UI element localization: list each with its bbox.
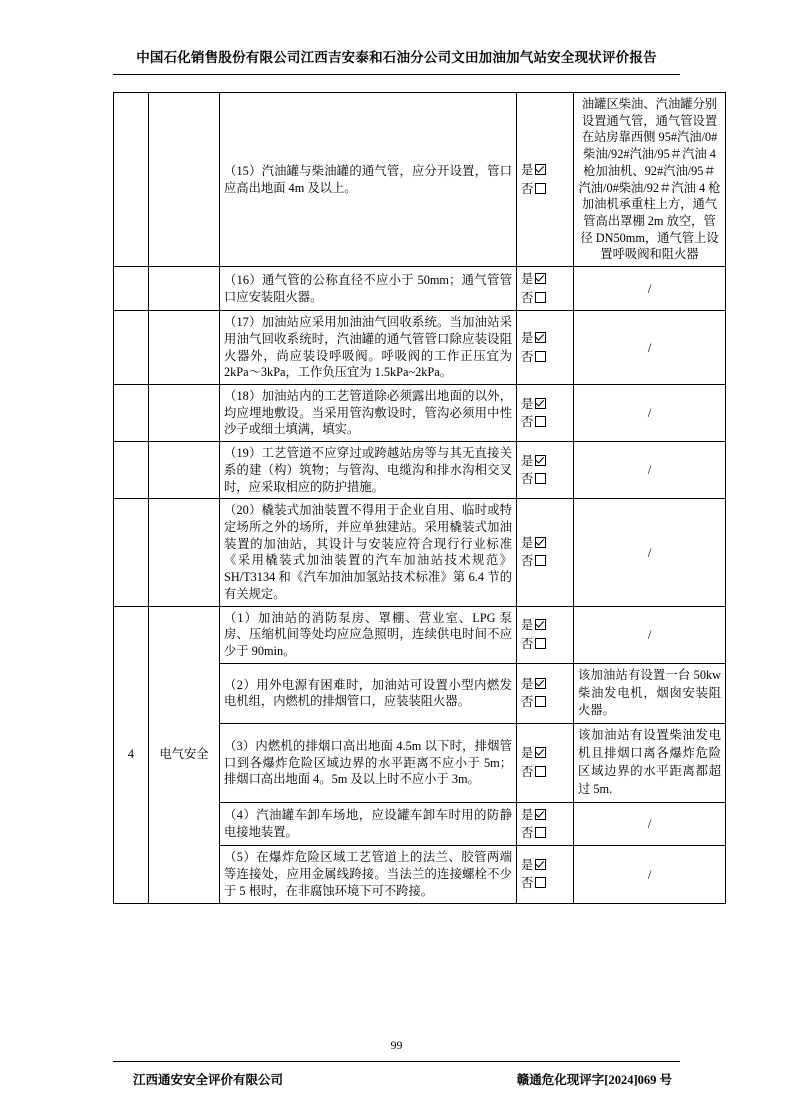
answer-yes-label: 是 (521, 272, 534, 287)
checkbox-no-icon[interactable] (535, 351, 546, 362)
row-note: / (574, 442, 726, 499)
answer-no-label: 否 (521, 876, 534, 891)
answer-no[interactable] (521, 289, 569, 307)
page-number: 99 (390, 1038, 403, 1052)
row-note: 油罐区柴油、汽油罐分别设置通气管，通气管设置在站房靠西侧 95#汽油/0#柴油/92#汽油/95＃汽油 4 枪加油机、92#汽油/95＃汽油/0#柴油/92＃汽油 4 枪加油机承重柱上方，通气管高出罩棚 2m 放空，管径 DN50mm，通气管上设置呼吸阀和阻火器 (574, 93, 726, 267)
footer-doc-number: 赣通危化现评字[2024]069 号 (516, 1073, 672, 1087)
answer-yes[interactable] (521, 675, 569, 693)
row-note: / (574, 802, 726, 846)
row-note: / (574, 311, 726, 385)
checkbox-yes-icon[interactable] (535, 619, 546, 630)
answer-yes-label: 是 (521, 618, 534, 633)
answer-no[interactable] (521, 874, 569, 892)
answer-no-label: 否 (521, 695, 534, 710)
answer-yes[interactable] (521, 616, 569, 634)
answer-yes-label: 是 (521, 453, 534, 468)
checkbox-no-icon[interactable] (535, 696, 546, 707)
checkbox-yes-icon[interactable] (535, 678, 546, 689)
row-number: 4 (114, 606, 149, 903)
answer-no-label: 否 (521, 349, 534, 364)
answer-no-label: 否 (521, 636, 534, 651)
row-note: 该加油站有设置一台 50kw 柴油发电机，烟囱安装阻火器。 (574, 663, 726, 723)
table-row (114, 93, 726, 267)
answer-no[interactable] (521, 348, 569, 366)
checkbox-yes-icon[interactable] (535, 809, 546, 820)
checkbox-yes-icon[interactable] (535, 273, 546, 284)
footer-divider (113, 1061, 680, 1062)
row-item-text: （20）橇装式加油装置不得用于企业自用、临时或特定场所之外的场所，并应单独建站。采用橇装式加油装置的加油站，其设计与安装应符合现行行业标准《采用橇装式加油装置的汽车加油站技术规范》SH/T3134 和《汽车加油加氢站技术标准》第 6.4 节的有关规定。 (220, 499, 517, 606)
row-note: / (574, 499, 726, 606)
table-row (114, 499, 726, 606)
row-item-text: （3）内燃机的排烟口高出地面 4.5m 以下时，排烟管口到各爆炸危险区域边界的水平距离不应小于 5m；排烟口高出地面 4。5m 及以上时不应小于 3m。 (220, 724, 517, 802)
answer-yes[interactable] (521, 329, 569, 347)
row-category (149, 499, 220, 606)
page-header: 中国石化销售股份有限公司江西吉安泰和石油分公司文田加油加气站安全现状评价报告 (136, 50, 657, 65)
answer-no[interactable] (521, 693, 569, 711)
answer-yes[interactable] (521, 534, 569, 552)
answer-no-label: 否 (521, 825, 534, 840)
checkbox-yes-icon[interactable] (535, 859, 546, 870)
answer-yes-label: 是 (521, 858, 534, 873)
row-item-text: （16）通气管的公称直径不应小于 50mm；通气管管口应安装阻火器。 (220, 267, 517, 311)
answer-yes[interactable] (521, 395, 569, 413)
row-category (149, 267, 220, 311)
footer-company: 江西通安安全评价有限公司 (133, 1073, 284, 1087)
row-note: / (574, 846, 726, 903)
answer-yes-label: 是 (521, 746, 534, 761)
row-item-text: （5）在爆炸危险区域工艺管道上的法兰、胶管两端等连接处，应用金属线跨接。当法兰的连接螺栓不少于 5 根时，在非腐蚀环境下可不跨接。 (220, 846, 517, 903)
checkbox-no-icon[interactable] (535, 827, 546, 838)
row-category (149, 442, 220, 499)
answer-yes[interactable] (521, 744, 569, 762)
answer-no[interactable] (521, 470, 569, 488)
row-item-text: （18）加油站内的工艺管道除必须露出地面的以外，均应埋地敷设。当采用管沟敷设时，管沟必须用中性沙子或细土填满，填实。 (220, 384, 517, 441)
answer-yes[interactable] (521, 806, 569, 824)
checkbox-no-icon[interactable] (535, 877, 546, 888)
answer-no-label: 否 (521, 764, 534, 779)
row-category (149, 93, 220, 267)
checkbox-yes-icon[interactable] (535, 747, 546, 758)
checkbox-no-icon[interactable] (535, 416, 546, 427)
checkbox-no-icon[interactable] (535, 555, 546, 566)
row-number (114, 499, 149, 606)
row-answer[interactable] (517, 267, 574, 311)
answer-no-label: 否 (521, 181, 534, 196)
answer-no[interactable] (521, 413, 569, 431)
row-item-text: （17）加油站应采用加油油气回收系统。当加油站采用油气回收系统时，汽油罐的通气管管口除应装设阻火器外，尚应装设呼吸阀。呼吸阀的工作正压宜为 2kPa～3kPa，工作负压宜为 1.5kPa~2kPa。 (220, 311, 517, 385)
row-item-text: （15）汽油罐与柴油罐的通气管，应分开设置，管口应高出地面 4m 及以上。 (220, 93, 517, 267)
row-note: / (574, 384, 726, 441)
answer-no-label: 否 (521, 472, 534, 487)
answer-yes-label: 是 (521, 807, 534, 822)
row-answer[interactable] (517, 846, 574, 903)
answer-yes[interactable] (521, 161, 569, 179)
row-answer[interactable] (517, 606, 574, 663)
answer-yes-label: 是 (521, 331, 534, 346)
row-item-text: （1）加油站的消防泵房、罩棚、营业室、LPG 泵房、压缩机间等处均应应急照明，连续供电时间不应少于 90min。 (220, 606, 517, 663)
answer-yes-label: 是 (521, 677, 534, 692)
row-item-text: （2）用外电源有困难时，加油站可设置小型内燃发电机组，内燃机的排烟管口，应装装阻火器。 (220, 663, 517, 723)
row-category (149, 384, 220, 441)
row-answer[interactable] (517, 724, 574, 802)
row-category: 电气安全 (149, 606, 220, 903)
checkbox-yes-icon[interactable] (535, 164, 546, 175)
answer-no[interactable] (521, 180, 569, 198)
checkbox-yes-icon[interactable] (535, 332, 546, 343)
answer-no[interactable] (521, 635, 569, 653)
answer-no[interactable] (521, 824, 569, 842)
table-row (114, 442, 726, 499)
row-answer[interactable] (517, 663, 574, 723)
checkbox-no-icon[interactable] (535, 292, 546, 303)
checkbox-no-icon[interactable] (535, 638, 546, 649)
row-answer[interactable] (517, 802, 574, 846)
checkbox-no-icon[interactable] (535, 766, 546, 777)
answer-yes-label: 是 (521, 163, 534, 178)
answer-no-label: 否 (521, 290, 534, 305)
answer-no[interactable] (521, 763, 569, 781)
answer-yes[interactable] (521, 856, 569, 874)
answer-yes[interactable] (521, 452, 569, 470)
row-answer[interactable] (517, 93, 574, 267)
row-note: / (574, 606, 726, 663)
checkbox-yes-icon[interactable] (535, 398, 546, 409)
table-row (114, 311, 726, 385)
checkbox-yes-icon[interactable] (535, 537, 546, 548)
row-note: / (574, 267, 726, 311)
answer-yes-label: 是 (521, 535, 534, 550)
row-number (114, 93, 149, 267)
row-answer[interactable] (517, 499, 574, 606)
row-item-text: （19）工艺管道不应穿过或跨越站房等与其无直接关系的建（构）筑物；与管沟、电缆沟和排水沟相交叉时，应采取相应的防护措施。 (220, 442, 517, 499)
row-number (114, 267, 149, 311)
checkbox-no-icon[interactable] (535, 183, 546, 194)
row-number (114, 384, 149, 441)
checklist-table (113, 92, 726, 904)
table-row (114, 267, 726, 311)
row-number (114, 311, 149, 385)
checkbox-yes-icon[interactable] (535, 455, 546, 466)
answer-no-label: 否 (521, 554, 534, 569)
row-note: 该加油站有设置柴油发电机且排烟口离各爆炸危险区域边界的水平距离都超过 5m. (574, 724, 726, 802)
table-row (114, 384, 726, 441)
row-number (114, 442, 149, 499)
row-answer[interactable] (517, 384, 574, 441)
row-answer[interactable] (517, 442, 574, 499)
table-row (114, 606, 726, 663)
answer-yes-label: 是 (521, 396, 534, 411)
checkbox-no-icon[interactable] (535, 473, 546, 484)
row-category (149, 311, 220, 385)
table-body (114, 93, 726, 904)
row-answer[interactable] (517, 311, 574, 385)
answer-no[interactable] (521, 552, 569, 570)
answer-no-label: 否 (521, 415, 534, 430)
header-divider (113, 74, 680, 75)
answer-yes[interactable] (521, 270, 569, 288)
page-footer (113, 1070, 680, 1088)
row-item-text: （4）汽油罐车卸车场地，应设罐车卸车时用的防静电接地装置。 (220, 802, 517, 846)
